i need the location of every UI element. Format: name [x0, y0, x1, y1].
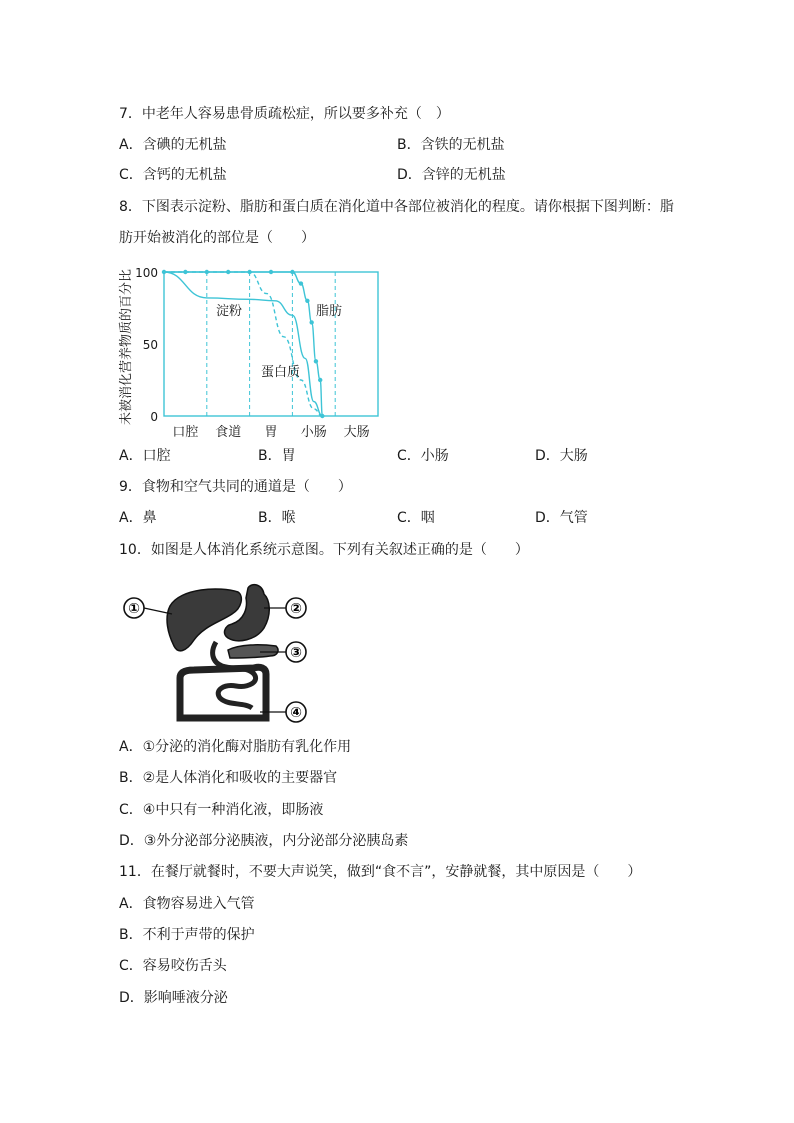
series-marker [226, 270, 230, 274]
series-line-2 [164, 272, 322, 416]
q11-option-c[interactable]: C．容易咬伤舌头 [119, 958, 227, 974]
q9-stem: 9．食物和空气共同的通道是（ ） [119, 479, 352, 495]
q8-stem-line1: 8．下图表示淀粉、脂肪和蛋白质在消化道中各部位被消化的程度。请你根据下图判断：脂 [119, 199, 674, 215]
chart-ylabel: 未被消化营养物质的百分比 [119, 268, 134, 426]
q8-option-d[interactable]: D．大肠 [535, 448, 588, 464]
q10-option-c[interactable]: C．④中只有一种消化液，即肠液 [119, 802, 324, 818]
label-4: ④ [290, 705, 302, 721]
x-category-label: 大肠 [343, 425, 370, 440]
series-marker [290, 270, 294, 274]
chart-frame [164, 272, 378, 416]
q9-option-b[interactable]: B．喉 [258, 510, 296, 526]
series-marker [305, 299, 309, 303]
series-marker [205, 270, 209, 274]
x-category-label: 小肠 [300, 425, 327, 440]
q10-stem: 10．如图是人体消化系统示意图。下列有关叙述正确的是（ ） [119, 542, 529, 558]
q11-option-d[interactable]: D．影响唾液分泌 [119, 990, 228, 1006]
series-line-0 [164, 272, 322, 416]
series-marker [269, 270, 273, 274]
series-marker [247, 270, 251, 274]
label-1: ① [128, 601, 140, 617]
series-label-protein: 蛋白质 [261, 365, 301, 380]
series-marker [162, 270, 166, 274]
y-tick-label: 0 [150, 410, 158, 424]
q9-option-a[interactable]: A．鼻 [119, 510, 157, 526]
y-tick-label: 100 [135, 266, 158, 280]
q7-stem: 7．中老年人容易患骨质疏松症，所以要多补充（ ） [119, 106, 450, 122]
q11-stem: 11．在餐厅就餐时，不要大声说笑，做到“食不言”，安静就餐，其中原因是（ ） [119, 864, 642, 880]
q10-option-b[interactable]: B．②是人体消化和吸收的主要器官 [119, 770, 338, 786]
series-marker [320, 414, 324, 418]
label-2: ② [290, 601, 302, 617]
series-marker [183, 270, 187, 274]
x-category-label: 胃 [264, 425, 278, 440]
q11-option-a[interactable]: A．食物容易进入气管 [119, 896, 255, 912]
digestive-system-diagram [120, 578, 320, 726]
q8-option-a[interactable]: A．口腔 [119, 448, 171, 464]
q11-option-b[interactable]: B．不利于声带的保护 [119, 927, 255, 943]
q8-option-c[interactable]: C．小肠 [397, 448, 449, 464]
q10-option-a[interactable]: A．①分泌的消化酶对脂肪有乳化作用 [119, 739, 352, 755]
q8-stem-line2: 肪开始被消化的部位是（ ） [119, 230, 315, 246]
q9-option-c[interactable]: C．咽 [397, 510, 435, 526]
series-marker [318, 378, 322, 382]
q7-option-c[interactable]: C．含钙的无机盐 [119, 167, 227, 183]
series-marker [299, 281, 303, 285]
series-label-fat: 脂肪 [316, 304, 343, 319]
x-category-label: 食道 [215, 425, 242, 440]
label-3: ③ [290, 645, 302, 661]
series-label-starch: 淀粉 [216, 304, 243, 319]
liver-shape [167, 589, 241, 651]
series-marker [314, 359, 318, 363]
y-tick-label: 50 [142, 338, 158, 352]
q7-option-a[interactable]: A．含碘的无机盐 [119, 137, 227, 153]
series-marker [309, 320, 313, 324]
q10-option-d[interactable]: D．③外分泌部分泌胰液，内分泌部分泌胰岛素 [119, 833, 409, 849]
digestion-chart [118, 254, 388, 440]
x-category-label: 口腔 [172, 425, 199, 440]
q8-option-b[interactable]: B．胃 [258, 448, 296, 464]
series-line-1 [164, 272, 322, 416]
q7-option-b[interactable]: B．含铁的无机盐 [397, 137, 505, 153]
q9-option-d[interactable]: D．气管 [535, 510, 588, 526]
q7-option-d[interactable]: D．含锌的无机盐 [397, 167, 506, 183]
